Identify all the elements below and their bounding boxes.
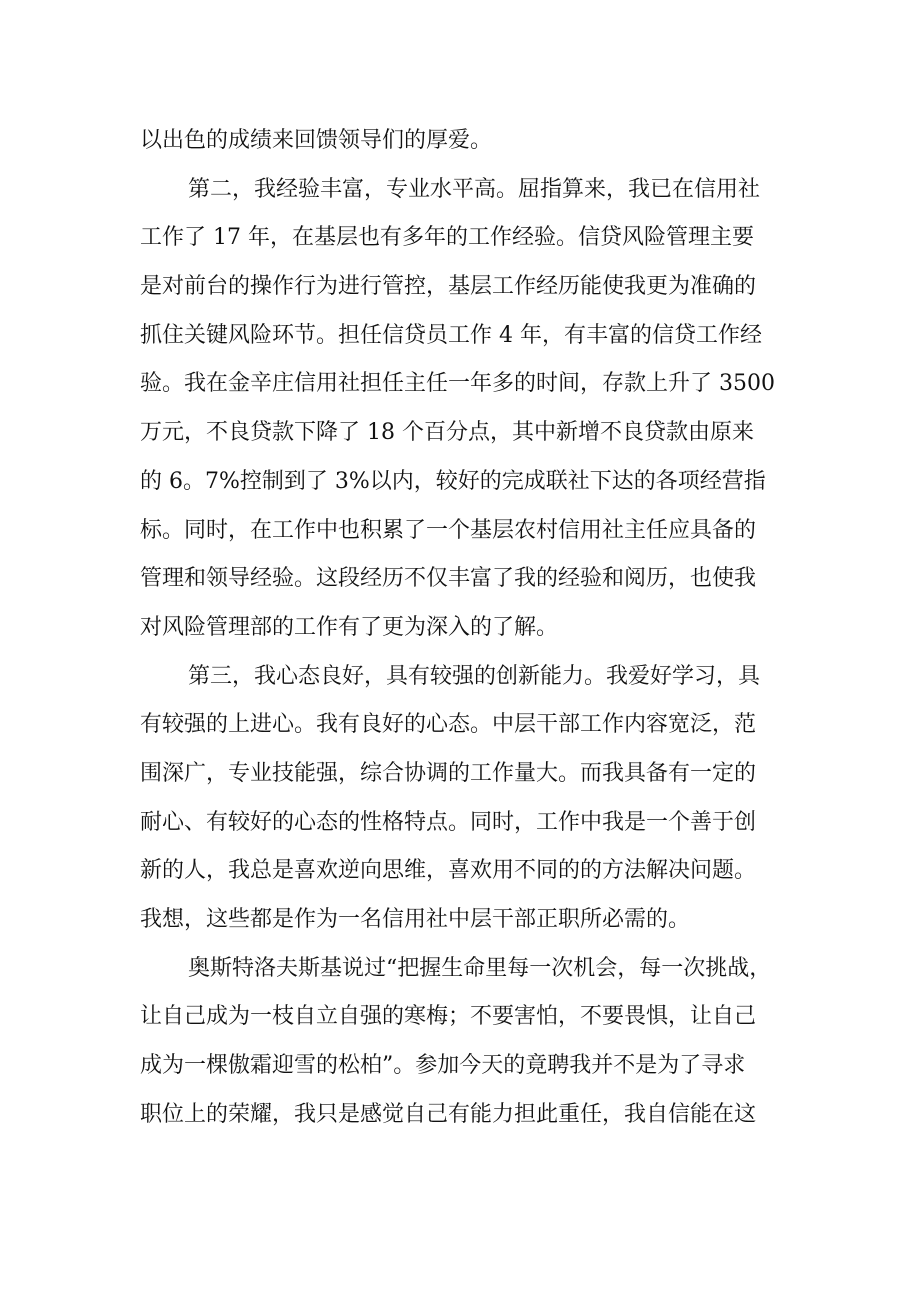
text-line: 围深广，专业技能强，综合协调的工作量大。而我具备有一定的 [140, 760, 757, 786]
text-line: 以出色的成绩来回馈领导们的厚爱。 [140, 128, 493, 153]
paragraph-start-line: 奥斯特洛夫斯基说过“把握生命里每一次机会，每一次挑战， [188, 955, 772, 981]
text-line: 工作了 17 年，在基层也有多年的工作经验。信贷风险管理主要 [140, 225, 754, 251]
text-line: 的 6。7%控制到了 3%以内，较好的完成联社下达的各项经营指 [140, 468, 766, 494]
text-line: 抓住关键风险环节。担任信贷员工作 4 年，有丰富的信贷工作经 [140, 322, 762, 348]
text-line: 对风险管理部的工作有了更为深入的了解。 [140, 614, 559, 640]
text-line: 管理和领导经验。这段经历不仅丰富了我的经验和阅历，也使我 [140, 566, 757, 592]
paragraph-start-line: 第二，我经验丰富，专业水平高。屈指算来，我已在信用社 [188, 176, 761, 202]
text-line: 职位上的荣耀，我只是感觉自己有能力担此重任，我自信能在这 [140, 1101, 757, 1127]
text-line: 成为一棵傲霜迎雪的松柏”。参加今天的竟聘我并不是为了寻求 [140, 1053, 746, 1079]
text-line: 新的人，我总是喜欢逆向思维，喜欢用不同的的方法解决问题。 [140, 858, 757, 884]
document-body [140, 117, 790, 1139]
text-line: 我想，这些都是作为一名信用社中层干部正职所必需的。 [140, 907, 691, 932]
text-line: 标。同时，在工作中也积累了一个基层农村信用社主任应具备的 [140, 517, 757, 543]
text-line: 是对前台的操作行为进行管控，基层工作经历能使我更为准确的 [140, 274, 757, 300]
text-line: 万元，不良贷款下降了 18 个百分点，其中新增不良贷款由原来 [140, 420, 754, 446]
text-line: 验。我在金辛庄信用社担任主任一年多的时间，存款上升了 3500 [140, 371, 775, 397]
paragraph-start-line: 第三，我心态良好，具有较强的创新能力。我爱好学习，具 [188, 663, 761, 689]
text-line: 有较强的上进心。我有良好的心态。中层干部工作内容宽泛，范 [140, 712, 757, 738]
text-line: 耐心、有较好的心态的性格特点。同时，工作中我是一个善于创 [140, 809, 757, 835]
text-line: 让自己成为一枝自立自强的寒梅；不要害怕，不要畏惧，让自己 [140, 1004, 757, 1030]
